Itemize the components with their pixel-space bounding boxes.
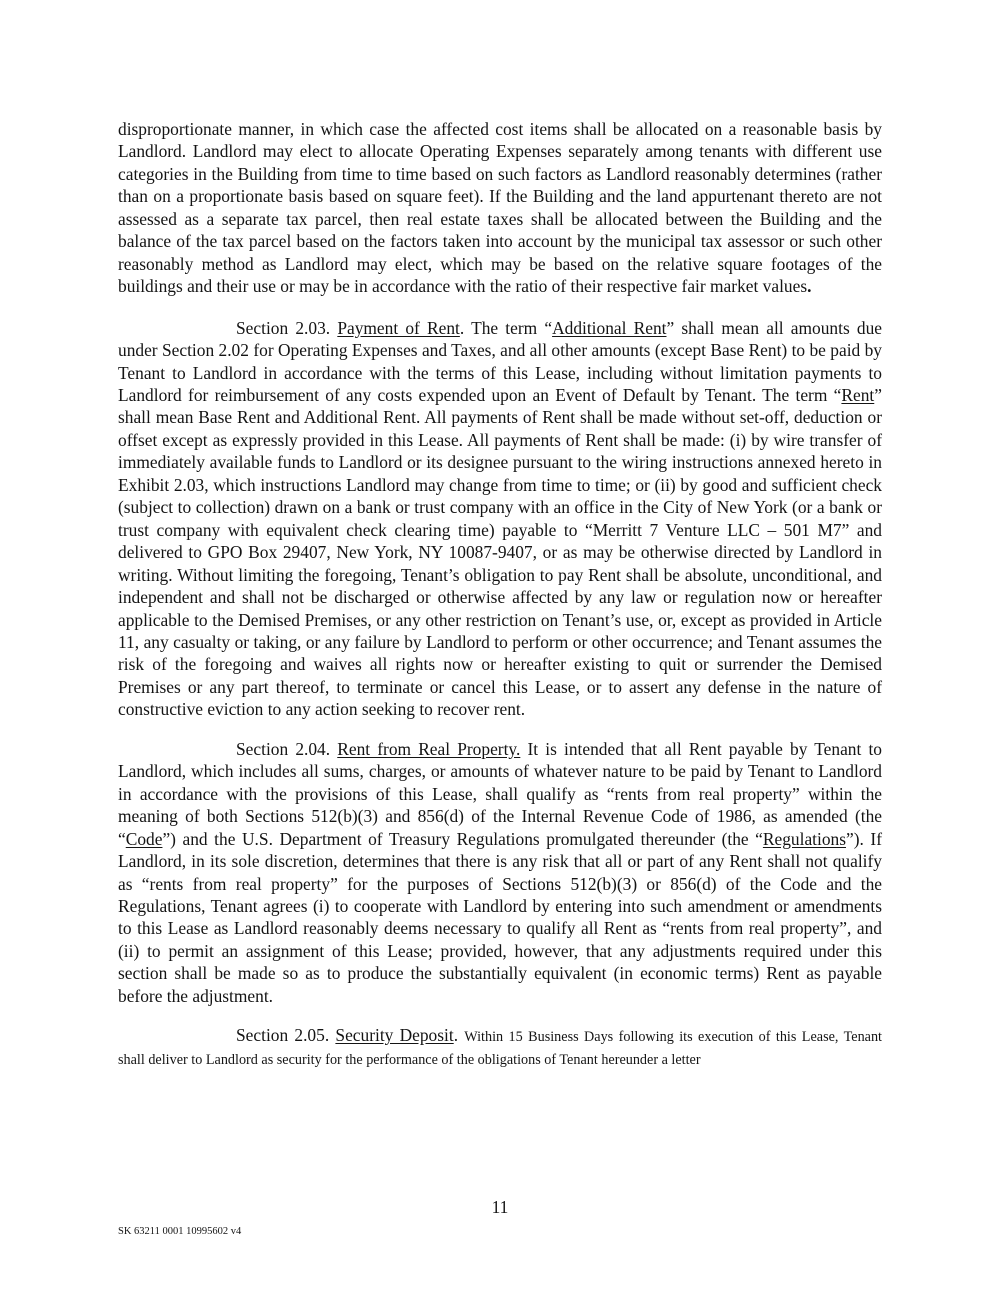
continued-paragraph bbox=[118, 118, 882, 298]
section-2-03 bbox=[118, 317, 882, 721]
section-2-05 bbox=[118, 1024, 882, 1071]
section-2-04-text-2: ”) and the U.S. Department of Treasury Regulations promulgated thereunder (the “ bbox=[162, 828, 763, 849]
defined-term-additional-rent: Additional Rent bbox=[552, 317, 667, 338]
section-2-05-text: Within 15 Business Days following its execution of this Lease, Tenant shall deliver to Landlord as security for the performance of the obligations of Tenant hereunder a letter bbox=[118, 1029, 882, 1068]
section-2-04-text-3: ”). If Landlord, in its sole discretion, determines that there is any risk that all or part of any Rent shall not qualify as “rents from real property” for the purposes of Sections 512(b)(3) or 856(d) of the Code and the Regulations, Tenant agrees (i) to cooperate with Landlord by entering into such amendment or amendments to this Lease as Landlord reasonably deems necessary to qualify all Rent as “rents from real property”, and (ii) to permit an assignment of this Lease; provided, however, that any adjustments required under this section shall be made so as to produce the substantially equivalent (in economic terms) Rent as payable before the adjustment. bbox=[118, 828, 882, 1006]
section-2-04-label: Section 2.04. bbox=[236, 738, 338, 759]
section-2-05-label: Section 2.05. bbox=[236, 1025, 336, 1046]
section-2-04-text-1: It is intended that all Rent payable by Tenant to Landlord, which includes all sums, charges, or amounts of whatever nature to be paid by Tenant to Landlord in accordance with the provisions of this Lease, shall qualify as “rents from real property” within the meaning of both Sections 512(b)(3) and 856(d) of the Internal Revenue Code of 1986, as amended (the “ bbox=[118, 738, 883, 849]
page-number: 11 bbox=[491, 1197, 509, 1217]
document-id: SK 63211 0001 10995602 v4 bbox=[118, 1226, 242, 1237]
section-2-03-label: Section 2.03. bbox=[236, 317, 338, 338]
document-page bbox=[118, 118, 882, 1071]
section-2-04-heading: Rent from Real Property. bbox=[337, 738, 521, 759]
continued-paragraph-text: disproportionate manner, in which case the affected cost items shall be allocated on a reasonable basis by Landlord. Landlord may elect to allocate Operating Expenses separately among tenants with different use categories in the Building from time to time based on such factors as Landlord reasonably determines (rather than on a proportionate basis based on square feet). If the Building and the land appurtenant thereto are not assessed as a separate tax parcel, then real estate taxes shall be allocated between the Building and the balance of the tax parcel based on the factors taken into account by the municipal tax assessor or such other reasonably method as Landlord may elect, which may be based on the relative square footages of the buildings and their use or may be in accordance with the ratio of their respective fair market values bbox=[118, 119, 882, 297]
section-2-03-heading: Payment of Rent bbox=[337, 317, 460, 338]
defined-term-rent: Rent bbox=[841, 384, 875, 405]
defined-term-code: Code bbox=[125, 828, 163, 849]
section-2-03-text-2: ” shall mean all amounts due under Section 2.02 for Operating Expenses and Taxes, and all other amounts (except Base Rent) to be paid by Tenant to Landlord in accordance with the terms of this Lease, including without limitation payments to Landlord for reimbursement of any costs expended upon an Event of Default by Tenant. The term “ bbox=[118, 317, 883, 405]
section-2-05-period: . bbox=[453, 1025, 465, 1046]
section-2-04 bbox=[118, 738, 882, 1007]
section-2-03-text-1: . The term “ bbox=[459, 317, 553, 338]
defined-term-regulations: Regulations bbox=[762, 828, 846, 849]
continued-paragraph-period: . bbox=[807, 276, 812, 297]
section-2-03-text-3: ” shall mean Base Rent and Additional Rent. All payments of Rent shall be made without set-off, deduction or offset except as expressly provided in this Lease. All payments of Rent shall be made: (i) by wire transfer of immediately available funds to Landlord or its designee pursuant to the wiring instructions annexed hereto in Exhibit 2.03, which instructions Landlord may change from time to time; or (ii) by good and sufficient check (subject to collection) drawn on a bank or trust company with an office in the City of New York (or a bank or trust company with equivalent check clearing time) payable to “Merritt 7 Venture LLC – 501 M7” and delivered to GPO Box 29407, New York, NY 10087-9407, or as may be otherwise directed by Landlord in writing. Without limiting the foregoing, Tenant’s obligation to pay Rent shall be absolute, unconditional, and independent and shall not be discharged or otherwise affected by any law or regulation now or hereafter applicable to the Demised Premises, or any other restriction on Tenant’s use, or, except as provided in Article 11, any casualty or taking, or any failure by Landlord to perform or other occurrence; and Tenant assumes the risk of the foregoing and waives all rights now or hereafter existing to quit or surrender the Demised Premises or any part thereof, to terminate or cancel this Lease, or to assert any defense in the nature of constructive eviction to any action seeking to recover rent. bbox=[118, 384, 882, 720]
section-2-05-heading: Security Deposit bbox=[335, 1025, 454, 1046]
